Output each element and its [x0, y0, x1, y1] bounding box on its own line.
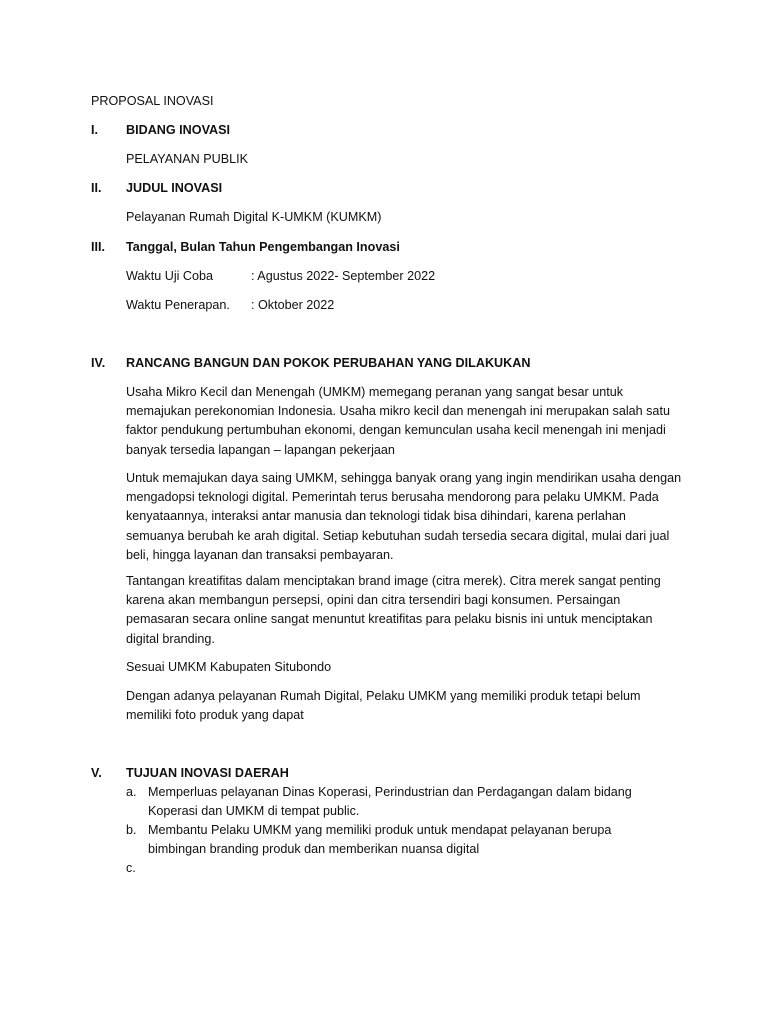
list-marker: c. — [126, 861, 136, 875]
paragraph-line: memajukan perekonomian Indonesia. Usaha mikro kecil dan menengah ini merupakan salah satu — [126, 404, 670, 419]
paragraph-line: semuanya berubah ke arah digital. Setiap kebutuhan sudah tersedia secara digital, mulai dari jual — [126, 528, 670, 543]
section-number-1: I. — [91, 123, 98, 137]
paragraph-line: Untuk memajukan daya saing UMKM, sehingga banyak orang yang ingin mendirikan usaha dengan — [126, 471, 682, 485]
list-item-text — [148, 783, 632, 821]
paragraph-1 — [126, 383, 686, 460]
trial-date-value: : Agustus 2022- September 2022 — [251, 269, 436, 283]
implementation-date-label: Waktu Penerapan. — [126, 298, 230, 312]
list-marker: a. — [126, 785, 137, 799]
section-number-3: III. — [91, 240, 105, 254]
paragraph-3 — [126, 572, 686, 649]
paragraph-line: digital branding. — [126, 631, 215, 646]
section-number-2: II. — [91, 181, 102, 195]
paragraph-line: beli, hingga layanan dan transaksi pembayaran. — [126, 547, 394, 562]
implementation-date-value: : Oktober 2022 — [251, 298, 335, 312]
list-line: Membantu Pelaku UMKM yang memiliki produk untuk mendapat pelayanan berupa — [148, 823, 612, 837]
paragraph-line: Sesuai UMKM Kabupaten Situbondo — [126, 660, 332, 674]
section-value-1: PELAYANAN PUBLIK — [126, 152, 249, 166]
section-heading-3: Tanggal, Bulan Tahun Pengembangan Inovasi — [126, 240, 400, 254]
section-number-4: IV. — [91, 356, 106, 370]
paragraph-line: pemasaran secara online sangat menuntut kreatifitas para pelaku bisnis ini untuk menciptakan — [126, 612, 653, 627]
section-number-5: V. — [91, 766, 102, 780]
paragraph-line: mengadopsi teknologi digital. Pemerintah terus berusaha mendorong para pelaku UMKM. Pada — [126, 490, 659, 505]
trial-date-label: Waktu Uji Coba — [126, 269, 214, 283]
list-line: Memperluas pelayanan Dinas Koperasi, Perindustrian dan Perdagangan dalam bidang — [148, 785, 632, 799]
paragraph-4 — [126, 658, 686, 677]
paragraph-2 — [126, 469, 686, 565]
paragraph-line: Usaha Mikro Kecil dan Menengah (UMKM) memegang peranan yang sangat besar untuk — [126, 385, 624, 399]
paragraph-line: Tantangan kreatifitas dalam menciptakan brand image (citra merek). Citra merek sangat penting — [126, 574, 661, 588]
paragraph-line: Dengan adanya pelayanan Rumah Digital, Pelaku UMKM yang memiliki produk tetapi belum — [126, 689, 641, 703]
list-marker: b. — [126, 823, 137, 837]
paragraph-5 — [126, 687, 686, 725]
paragraph-line: kenyataannya, interaksi antar manusia dan teknologi tidak bisa dihindari, karena perlahan — [126, 509, 626, 524]
paragraph-line: karena akan membangun persepsi, opini dan citra tersendiri bagi konsumen. Persaingan — [126, 593, 621, 608]
list-item-text — [148, 821, 611, 859]
section-heading-4: RANCANG BANGUN DAN POKOK PERUBAHAN YANG DILAKUKAN — [126, 356, 531, 370]
section-value-2: Pelayanan Rumah Digital K-UMKM (KUMKM) — [126, 210, 382, 224]
paragraph-line: banyak tersedia lapangan – lapangan pekerjaan — [126, 442, 395, 457]
section-heading-5: TUJUAN INOVASI DAERAH — [126, 766, 289, 780]
section-heading-1: BIDANG INOVASI — [126, 123, 231, 137]
section-heading-2: JUDUL INOVASI — [126, 181, 223, 195]
paragraph-line: faktor pendukung pertumbuhan ekonomi, dengan kemunculan usaha kecil menengah ini menjadi — [126, 423, 666, 438]
list-line: bimbingan branding produk dan memberikan nuansa digital — [148, 842, 480, 857]
document-title: PROPOSAL INOVASI — [91, 94, 214, 108]
list-line: Koperasi dan UMKM di tempat public. — [148, 804, 360, 819]
paragraph-line: memiliki foto produk yang dapat — [126, 708, 304, 723]
